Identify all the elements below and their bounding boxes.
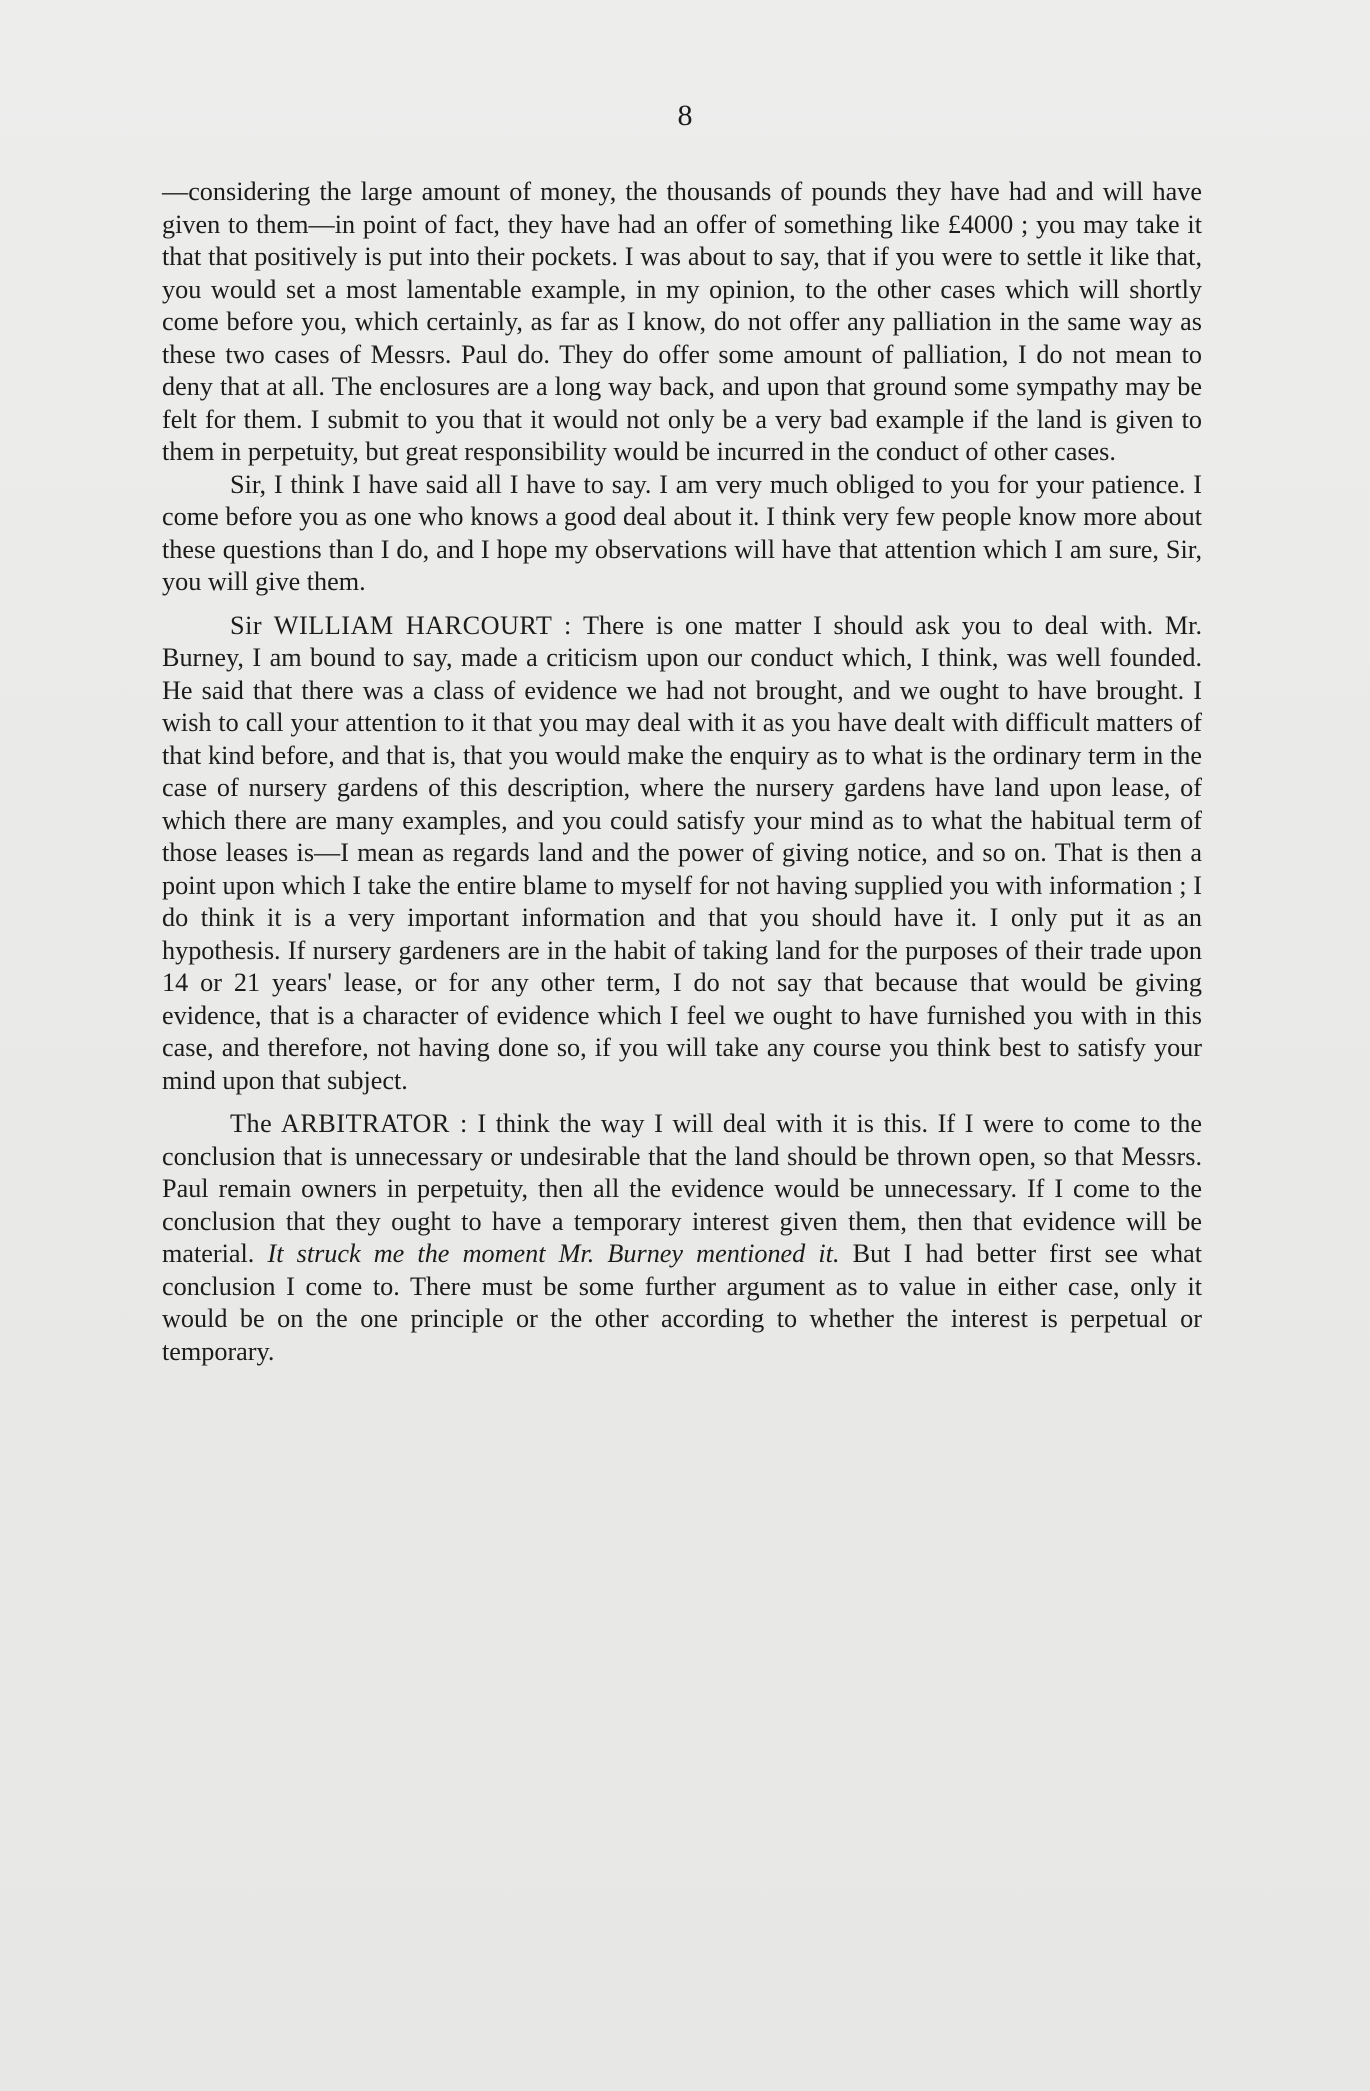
document-body — [162, 176, 1202, 1368]
paragraph-closing-remarks — [162, 469, 1202, 599]
page-number: 8 — [677, 99, 693, 132]
paragraph-text: I think the way I will deal with it is this. If I were to come to the conclusion that is unnecessary or undesirable that the land should be thrown open, so that Messrs. Paul remain owners in perpetuity, then all the evidence would be unnecessary. If I come to the conclusion that they ought to have a temporary interest given them, then that evidence will be material. — [162, 1109, 1202, 1268]
speaker-name: The ARBITRATOR : — [230, 1109, 468, 1138]
paragraph-continuation — [162, 176, 1202, 469]
paragraph-harcourt — [162, 610, 1202, 1098]
paragraph-text: Sir, I think I have said all I have to say. I am very much obliged to you for your patience. I come before you as one who knows a good deal about it. I think very few people know more about these questions than I do, and I hope my observations will have that attention which I am sure, Sir, you will give them. — [162, 469, 1202, 596]
paragraph-text: —considering the large amount of money, the thousands of pounds they have had and will have given to them—in point of fact, they have had an offer of something like £4000 ; you may take it that that positively is put into their pockets. I was about to say, that if you were to settle it like that, you would set a most lamentable example, in my opinion, to the other cases which will shortly come before you, which certainly, as far as I know, do not offer any palliation in the same way as these two cases of Messrs. Paul do. They do offer some amount of palliation, I do not mean to deny that at all. The enclosures are a long way back, and upon that ground some sympathy may be felt for them. I submit to you that it would not only be a very bad example if the land is given to them in perpetuity, but great responsibility would be incurred in the conduct of other cases. — [162, 177, 1202, 466]
paragraph-text: There is one matter I should ask you to deal with. Mr. Burney, I am bound to say, made a criticism upon our conduct which, I think, was well founded. He said that there was a class of evidence we had not brought, and we ought to have brought. I wish to call your attention to it that you may deal with it as you have dealt with difficult matters of that kind before, and that is, that you would make the enquiry as to what is the ordinary term in the case of nursery gardens of this description, where the nursery gardens have land upon lease, of which there are many examples, and you could satisfy your mind as to what the habitual term of those leases is—I mean as regards land and the power of giving notice, and so on. That is then a point upon which I take the entire blame to myself for not having supplied you with information ; I do think it is a very important information and that you should have it. I only put it as an hypothesis. If nursery gardeners are in the habit of taking land for the purposes of their trade upon 14 or 21 years' lease, or for any other term, I do not say that because that would be giving evidence, that is a character of evidence which I feel we ought to have furnished you with in this case, and therefore, not having done so, if you will take any course you think best to satisfy your mind upon that subject. — [162, 610, 1202, 1095]
paragraph-text-continued: But I had better first see what conclusion I come to. There must be some further argument as to value in either case, only it would be on the one principle or the other according to whether the interest is perpetual or temporary. — [162, 1239, 1202, 1366]
italic-remark: It struck me the moment Mr. Burney mentioned it. — [267, 1239, 840, 1268]
paragraph-arbitrator — [162, 1108, 1202, 1368]
speaker-name: Sir WILLIAM HARCOURT : — [230, 610, 572, 640]
